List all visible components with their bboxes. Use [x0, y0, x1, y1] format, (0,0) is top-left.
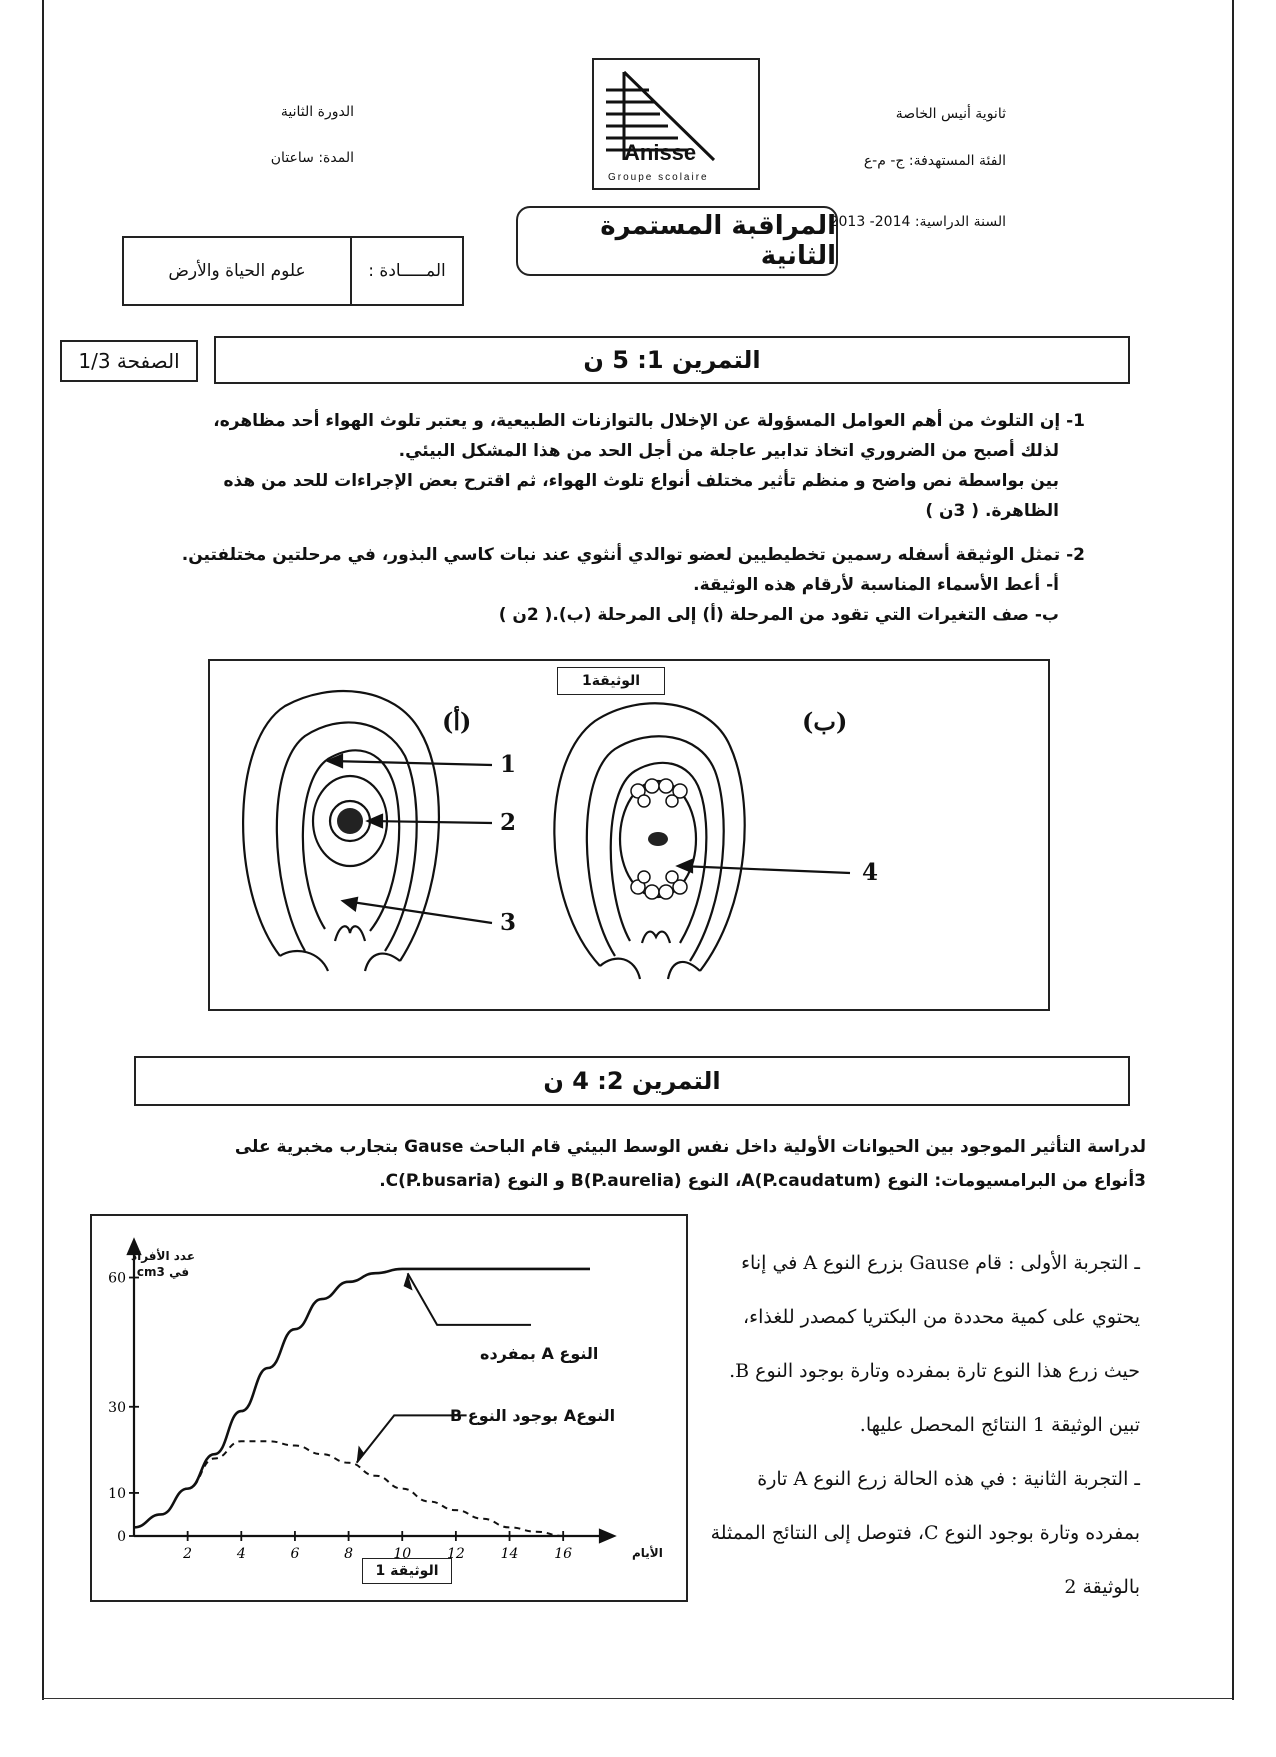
- x-tick-label: 2: [183, 1546, 193, 1562]
- q1-line: بين بواسطة نص واضح و منظم تأثير مختلف أنواع تلوث الهواء، ثم اقترح بعض الإجراءات للحد من هذه: [223, 471, 1059, 491]
- legend-pointer-arrow-icon: [357, 1446, 365, 1463]
- label-number-2: 2: [500, 809, 517, 836]
- page-frame-left: [42, 0, 45, 1700]
- exercise1-title: التمرين 1: 5 ن: [214, 336, 1130, 384]
- egg-apparatus-icon: [631, 871, 687, 899]
- y-tick-label: 0: [117, 1529, 126, 1545]
- legend-pointer-arrow-icon: [404, 1273, 413, 1290]
- school-year: السنة الدراسية: 2014- 2013: [829, 214, 1006, 230]
- x-tick-label: 12: [446, 1546, 465, 1562]
- chart-xlabel: الأيام: [632, 1546, 663, 1560]
- school-logo: [592, 58, 760, 190]
- q1-line: 1- إن التلوث من أهم العوامل المسؤولة عن الإخلال بالتوازنات الطبيعية، و يعتبر تلوث الهواء أحد مظاهره،: [213, 411, 1085, 431]
- q2-line: ب- صف التغيرات التي تقود من المرحلة (أ) إلى المرحلة (ب).( 2ن ): [498, 605, 1059, 625]
- logo-text: Anisse: [624, 140, 697, 165]
- experiment-line: ـ التجربة الثانية : في هذه الحالة زرع النوع A تارة: [757, 1468, 1140, 1490]
- page-bottom-line: [42, 1698, 1232, 1699]
- q1-line: لذلك أصبح من الضروري اتخاذ تدابير عاجلة من أجل الحد من هذا المشكل البيئي.: [398, 441, 1059, 461]
- x-tick-label: 4: [236, 1546, 246, 1562]
- chart-title: الوثيقة 1: [362, 1558, 452, 1584]
- q2-line: 2- تمثل الوثيقة أسفله رسمين تخطيطيين لعضو توالدي أنثوي عند نبات كاسي البذور، في مرحلتين مختلفتين.: [181, 545, 1085, 565]
- x-tick-label: 14: [500, 1546, 519, 1562]
- label-number-4: 4: [862, 859, 879, 886]
- exercise1-question2: [165, 540, 1085, 630]
- x-tick-label: 8: [344, 1546, 354, 1562]
- x-tick-label: 6: [290, 1546, 300, 1562]
- chart-ylabel: عدد الأفراد في cm3: [130, 1249, 196, 1279]
- logo-mark-icon: [594, 60, 758, 188]
- ovule-diagrams: [210, 661, 1048, 1009]
- antipodal-cells-icon: [631, 779, 687, 807]
- experiment-line: بمفرده وتارة بوجود النوع C، فتوصل إلى النتائج الممثلة: [710, 1522, 1140, 1544]
- exercise2-title: التمرين 2: 4 ن: [134, 1056, 1130, 1106]
- central-nucleus-icon: [648, 832, 668, 846]
- document1-figure: [208, 659, 1050, 1011]
- logo-subtext: Groupe scolaire: [608, 172, 709, 183]
- exercise1-question1: [165, 406, 1085, 526]
- q2-line: أ- أعط الأسماء المناسبة لأرقام هذه الوثيقة.: [693, 575, 1059, 595]
- target-class: الفئة المستهدفة: ج- م-ع: [863, 153, 1006, 169]
- x-tick-label: 10: [393, 1546, 412, 1562]
- x-axis-arrow-icon: [600, 1530, 614, 1542]
- intro-line: لدراسة التأثير الموجود بين الحيوانات الأولية داخل نفس الوسط البيئي قام الباحث Gause بتجارب مخبرية على: [234, 1137, 1146, 1157]
- exercise2-intro: [60, 1130, 1146, 1198]
- document1-graph-frame: [90, 1214, 688, 1602]
- stage-a-label: (أ): [442, 707, 472, 736]
- label-number-3: 3: [500, 909, 517, 936]
- exercise2-experiments: [690, 1236, 1140, 1614]
- page-frame-right: [1232, 0, 1235, 1700]
- subject-value: علوم الحياة والأرض: [168, 261, 306, 281]
- doc1-label-lines: [328, 755, 850, 923]
- series-a-with-b-line: [134, 1441, 563, 1536]
- experiment-line: ـ التجربة الأولى : قام Gause بزرع النوع A في إناء: [741, 1252, 1140, 1274]
- nucleus-icon: [337, 808, 363, 834]
- legend-pointer-a-alone: [408, 1273, 531, 1325]
- y-tick-label: 60: [108, 1270, 126, 1287]
- intro-line: 3أنواع من البرامسيومات: النوع A(P.caudatum)، النوع B(P.aurelia) و النوع C(P.busaria).: [379, 1171, 1146, 1191]
- x-tick-label: 16: [554, 1546, 573, 1562]
- page-number: الصفحة 1/3: [60, 340, 198, 382]
- legend-series-a-alone: النوع A بمفرده: [480, 1344, 599, 1363]
- legend-series-a-with-b: النوعA بوجود النوع B: [450, 1406, 616, 1425]
- series-a-alone-line: [134, 1269, 590, 1527]
- session: الدورة الثانية: [280, 104, 354, 120]
- experiment-line: حيث زرع هذا النوع تارة بمفرده وتارة بوجود النوع B.: [729, 1360, 1140, 1382]
- exam-title: المراقبة المستمرة الثانية: [516, 206, 838, 276]
- school-name: ثانوية أنيس الخاصة: [895, 106, 1006, 122]
- subject-label: المـــــادة :: [350, 238, 462, 304]
- duration: المدة: ساعتان: [270, 150, 354, 166]
- experiment-line: بالوثيقة 2: [1064, 1576, 1140, 1598]
- subject-box: [122, 236, 464, 306]
- experiment-line: يحتوي على كمية محددة من البكتريا كمصدر للغذاء،: [743, 1306, 1140, 1328]
- y-tick-label: 10: [108, 1485, 126, 1502]
- y-tick-label: 30: [108, 1399, 126, 1416]
- q1-line: الظاهرة. ( 3ن ): [925, 501, 1059, 521]
- ovule-a-drawing: [243, 691, 439, 971]
- experiment-line: تبين الوثيقة 1 النتائج المحصل عليها.: [859, 1414, 1140, 1436]
- stage-b-label: (ب): [802, 707, 848, 736]
- doc1-label: الوثيقة1: [557, 667, 665, 695]
- label-number-1: 1: [500, 751, 517, 778]
